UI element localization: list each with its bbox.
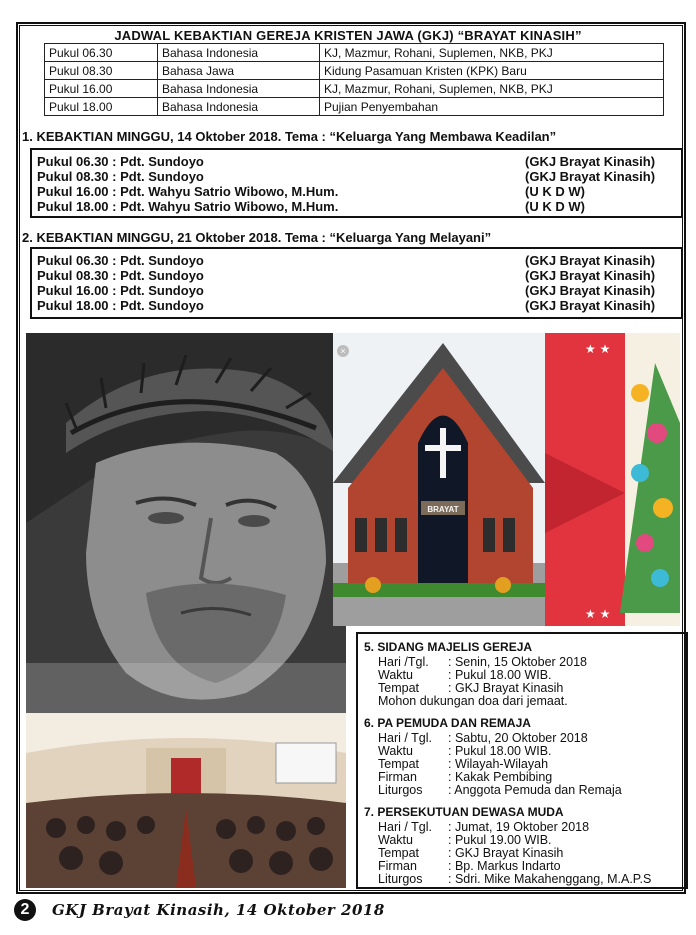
field-value: : Anggota Pemuda dan Remaja	[448, 783, 622, 797]
list-item	[37, 154, 663, 169]
list-item	[378, 872, 652, 886]
schedule-time: Pukul 08.30	[45, 62, 158, 80]
list-item	[378, 744, 552, 758]
preacher-entry: Pukul 06.30 : Pdt. Sundoyo	[37, 154, 204, 169]
field-label: Firman	[378, 859, 417, 873]
jesus-sculpture-illustration	[26, 333, 346, 713]
preacher-entry: Pukul 06.30 : Pdt. Sundoyo	[37, 253, 204, 268]
schedule-language: Bahasa Indonesia	[158, 80, 320, 98]
list-item	[37, 298, 663, 313]
table-row	[45, 44, 664, 62]
list-item	[378, 770, 553, 784]
item6-heading: 6. PA PEMUDA DAN REMAJA	[364, 716, 531, 730]
field-value: : Senin, 15 Oktober 2018	[448, 655, 587, 669]
list-item	[378, 655, 587, 669]
field-value: : Kakak Pembibing	[448, 770, 553, 784]
list-item	[378, 681, 564, 695]
list-item	[378, 757, 549, 771]
table-row	[45, 80, 664, 98]
list-item	[37, 184, 663, 199]
service1-box	[30, 148, 683, 218]
church-building-image	[333, 333, 545, 626]
list-item	[37, 253, 663, 268]
preacher-entry: Pukul 08.30 : Pdt. Sundoyo	[37, 169, 204, 184]
schedule-books: Kidung Pasamuan Kristen (KPK) Baru	[320, 62, 664, 80]
field-label: Tempat	[378, 681, 419, 695]
field-label: Hari /Tgl.	[378, 655, 429, 669]
svg-text:★ ★: ★ ★	[585, 607, 611, 621]
preacher-entry: Pukul 18.00 : Pdt. Sundoyo	[37, 298, 204, 313]
item5-note: Mohon dukungan doa dari jemaat.	[378, 694, 568, 708]
schedule-time: Pukul 18.00	[45, 98, 158, 116]
schedule-books: Pujian Penyembahan	[320, 98, 664, 116]
christmas-tree-illustration	[545, 333, 680, 626]
service1-heading: 1. KEBAKTIAN MINGGU, 14 Oktober 2018. Tema : “Keluarga Yang Membawa Keadilan”	[22, 129, 557, 144]
list-item	[37, 268, 663, 283]
footer-text: GKJ Brayat Kinasih, 14 Oktober 2018	[52, 901, 385, 919]
list-item	[37, 283, 663, 298]
field-value: : Pukul 18.00 WIB.	[448, 668, 552, 682]
field-value: : Jumat, 19 Oktober 2018	[448, 820, 590, 834]
schedule-time: Pukul 16.00	[45, 80, 158, 98]
svg-text:★ ★: ★ ★	[585, 342, 611, 356]
church-illustration	[333, 333, 545, 626]
table-row	[45, 62, 664, 80]
page-number-badge: 2	[14, 899, 36, 921]
list-item	[378, 783, 622, 797]
schedule-language: Bahasa Indonesia	[158, 44, 320, 62]
field-label: Liturgos	[378, 783, 423, 797]
item7-heading: 7. PERSEKUTUAN DEWASA MUDA	[364, 805, 564, 819]
field-value: : Bp. Markus Indarto	[448, 859, 561, 873]
christmas-decoration-image	[545, 333, 680, 626]
preacher-origin: (GKJ Brayat Kinasih)	[525, 154, 656, 169]
list-item	[37, 169, 663, 184]
list-item	[378, 668, 552, 682]
preacher-origin: (GKJ Brayat Kinasih)	[525, 253, 656, 268]
church-sign-text: BRAYAT	[427, 505, 459, 514]
jesus-sculpture-image	[26, 333, 346, 713]
field-label: Waktu	[378, 668, 413, 682]
schedule-language: Bahasa Jawa	[158, 62, 320, 80]
field-label: Hari / Tgl.	[378, 731, 432, 745]
field-value: : Wilayah-Wilayah	[448, 757, 549, 771]
field-label: Waktu	[378, 744, 413, 758]
list-item	[378, 846, 564, 860]
preacher-entry: Pukul 16.00 : Pdt. Wahyu Satrio Wibowo, M.Hum.	[37, 184, 339, 199]
list-item	[378, 820, 590, 834]
service2-heading: 2. KEBAKTIAN MINGGU, 21 Oktober 2018. Tema : “Keluarga Yang Melayani”	[22, 230, 492, 245]
list-item	[378, 731, 588, 745]
list-item	[378, 859, 561, 873]
congregation-illustration	[26, 713, 346, 888]
service2-box	[30, 247, 683, 319]
preacher-origin: (GKJ Brayat Kinasih)	[525, 268, 656, 283]
list-item	[37, 199, 663, 214]
preacher-entry: Pukul 08.30 : Pdt. Sundoyo	[37, 268, 204, 283]
preacher-origin: (GKJ Brayat Kinasih)	[525, 283, 656, 298]
field-label: Waktu	[378, 833, 413, 847]
preacher-entry: Pukul 16.00 : Pdt. Sundoyo	[37, 283, 204, 298]
list-item	[378, 833, 552, 847]
field-value: : GKJ Brayat Kinasih	[448, 846, 564, 860]
preacher-origin: (U K D W)	[525, 199, 585, 214]
schedule-books: KJ, Mazmur, Rohani, Suplemen, NKB, PKJ	[320, 44, 664, 62]
preacher-entry: Pukul 18.00 : Pdt. Wahyu Satrio Wibowo, M.Hum.	[37, 199, 339, 214]
page-title: JADWAL KEBAKTIAN GEREJA KRISTEN JAWA (GKJ) “BRAYAT KINASIH”	[114, 28, 582, 43]
field-label: Liturgos	[378, 872, 423, 886]
announcements-box	[356, 632, 688, 889]
preacher-origin: (U K D W)	[525, 184, 585, 199]
congregation-image	[26, 713, 346, 888]
field-value: : Pukul 18.00 WIB.	[448, 744, 552, 758]
item5-heading: 5. SIDANG MAJELIS GEREJA	[364, 640, 533, 654]
field-label: Tempat	[378, 846, 419, 860]
field-value: : Pukul 19.00 WIB.	[448, 833, 552, 847]
schedule-table	[44, 43, 664, 116]
field-value: : GKJ Brayat Kinasih	[448, 681, 564, 695]
field-value: : Sabtu, 20 Oktober 2018	[448, 731, 588, 745]
schedule-books: KJ, Mazmur, Rohani, Suplemen, NKB, PKJ	[320, 80, 664, 98]
preacher-origin: (GKJ Brayat Kinasih)	[525, 169, 656, 184]
schedule-time: Pukul 06.30	[45, 44, 158, 62]
field-value: : Sdri. Mike Makahenggang, M.A.P.S	[448, 872, 652, 886]
svg-text:×: ×	[340, 346, 346, 356]
preacher-origin: (GKJ Brayat Kinasih)	[525, 298, 656, 313]
field-label: Tempat	[378, 757, 419, 771]
field-label: Firman	[378, 770, 417, 784]
schedule-language: Bahasa Indonesia	[158, 98, 320, 116]
field-label: Hari / Tgl.	[378, 820, 432, 834]
table-row	[45, 98, 664, 116]
